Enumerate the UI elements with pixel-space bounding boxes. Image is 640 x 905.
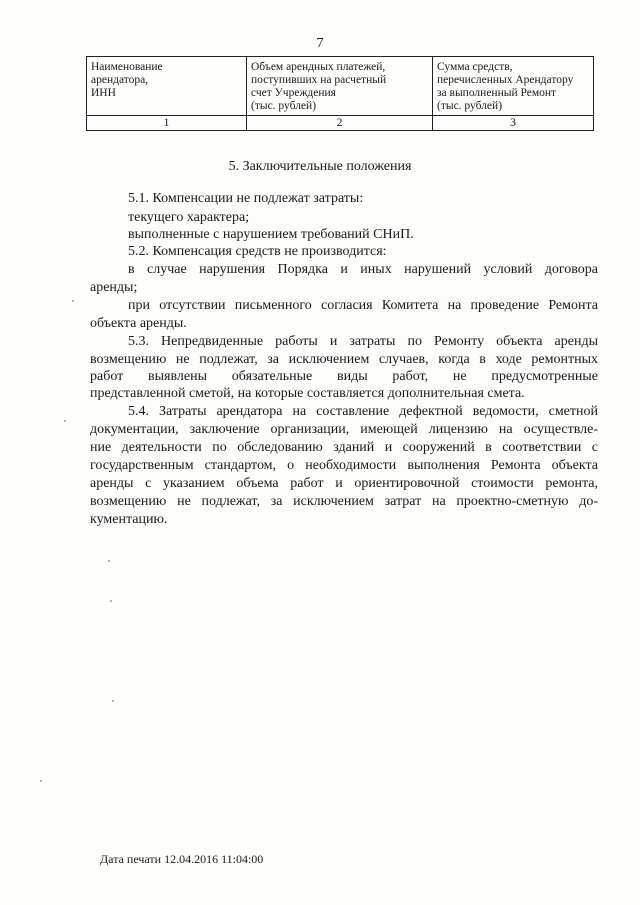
paragraph-5-4: государственным стандартом, о необходимости выполнения Ремонта объекта <box>90 458 598 473</box>
table-header-cell <box>247 57 433 116</box>
paragraph-5-2: 5.2. Компенсация средств не производится: <box>128 244 387 259</box>
paragraph-5-4: 5.4. Затраты арендатора на составление дефектной ведомости, сметной <box>128 404 598 419</box>
paragraph-5-1-item: выполненные с нарушением требований СНиП. <box>128 227 414 242</box>
paragraph-5-4: возмещению не подлежат, за исключением затрат на проектно-сметную до- <box>90 494 598 509</box>
paragraph-5-4: ние деятельности по обследованию зданий и сооружений в соответствии с <box>90 440 598 455</box>
header-line: (тыс. рублей) <box>251 100 317 112</box>
paragraph-5-4: аренды с указанием объема работ и ориентировочной стоимости ремонта, <box>90 476 598 491</box>
header-line: за выполненный Ремонт <box>437 87 557 99</box>
header-line: Сумма средств, <box>437 61 513 73</box>
scan-speck <box>64 420 66 422</box>
section-title: 5. Заключительные положения <box>228 159 412 174</box>
paragraph-5-3: возмещению не подлежат, за исключением случаев, когда в ходе ремонтных <box>90 352 598 367</box>
page-number: 7 <box>316 36 324 51</box>
header-line: арендатора, <box>91 74 149 86</box>
header-line: Объем арендных платежей, <box>251 61 386 73</box>
paragraph-5-1-item: текущего характера; <box>128 210 250 225</box>
paragraph-5-2-item: в случае нарушения Порядка и иных нарушений условий договора <box>128 262 598 277</box>
paragraph-5-3: представленной сметой, на которые составляется дополнительная смета. <box>90 386 525 401</box>
column-number: 1 <box>87 116 247 131</box>
scan-speck <box>108 560 110 562</box>
header-line: (тыс. рублей) <box>437 100 503 112</box>
paragraph-5-2-item: аренды; <box>90 280 138 295</box>
paragraph-5-3: работ выявлены обязательные виды работ, не предусмотренные <box>90 369 598 384</box>
table-header-row <box>87 57 594 116</box>
paragraph-5-4: документации, заключение организации, имеющей лицензию на осуществле- <box>90 422 598 437</box>
scan-speck <box>72 300 74 302</box>
header-line: Наименование <box>91 61 163 73</box>
header-line: счет Учреждения <box>251 87 336 99</box>
paragraph-5-1: 5.1. Компенсации не подлежат затраты: <box>128 191 364 206</box>
paragraph-5-3: 5.3. Непредвиденные работы и затраты по Ремонту объекта аренды <box>128 334 598 349</box>
column-number: 3 <box>433 116 594 131</box>
paragraph-5-2-item: объекта аренды. <box>90 316 187 331</box>
header-line: поступивших на расчетный <box>251 74 387 86</box>
paragraph-5-2-item: при отсутствии письменного согласия Комитета на проведение Ремонта <box>128 298 598 313</box>
scan-speck <box>110 600 112 602</box>
table-number-row <box>87 116 594 131</box>
paragraph-5-4: кументацию. <box>90 512 168 527</box>
header-line: ИНН <box>91 87 116 99</box>
column-number: 2 <box>247 116 433 131</box>
payments-table <box>86 56 594 131</box>
table-header-cell <box>87 57 247 116</box>
print-date: Дата печати 12.04.2016 11:04:00 <box>100 852 264 866</box>
header-line: перечисленных Арендатору <box>437 74 574 86</box>
scan-speck <box>40 780 42 782</box>
scan-speck <box>112 700 114 702</box>
table-header-cell <box>433 57 594 116</box>
